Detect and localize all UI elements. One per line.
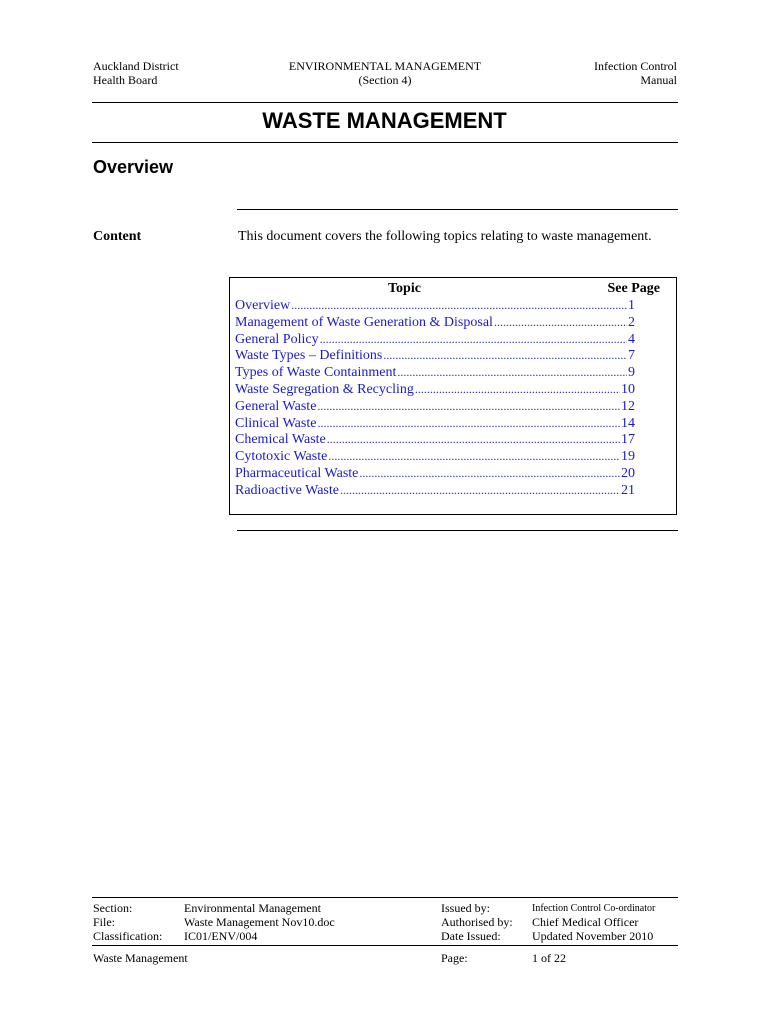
header-section-line1: ENVIRONMENTAL MANAGEMENT	[288, 59, 482, 73]
toc-link-general-policy[interactable]: General Policy ..... 4	[235, 331, 635, 348]
footer-classification-value: IC01/ENV/004	[184, 929, 258, 943]
header-manual-line2: Manual	[640, 73, 677, 87]
footer-rule	[92, 897, 678, 898]
toc-link-segregation-recycling[interactable]: Waste Segregation & Recycling ..... 10	[235, 381, 635, 398]
footer-date-issued-value: Updated November 2010	[532, 929, 654, 943]
toc-topic-header: Topic	[388, 281, 421, 296]
footer-page-label: Page:	[441, 951, 468, 965]
footer-bottom-rule	[92, 945, 678, 946]
content-label: Content	[93, 229, 142, 244]
section-heading: Overview	[93, 157, 174, 177]
toc-link-general-waste[interactable]: General Waste ..... 12	[235, 398, 635, 415]
footer-issued-by-label: Issued by:	[441, 901, 490, 915]
footer-date-issued-label: Date Issued:	[441, 929, 501, 943]
content-bottom-rule	[237, 530, 678, 531]
toc-link-pharmaceutical-waste[interactable]: Pharmaceutical Waste ..... 20	[235, 465, 635, 482]
toc-list	[235, 297, 635, 499]
toc-page-header: See Page	[607, 281, 660, 296]
toc-link-chemical-waste[interactable]: Chemical Waste ..... 17	[235, 431, 635, 448]
header-rule	[92, 102, 678, 103]
footer-section-value: Environmental Management	[184, 901, 321, 915]
header-organization-line1: Auckland District	[93, 59, 179, 73]
toc-link-clinical-waste[interactable]: Clinical Waste ..... 14	[235, 415, 635, 432]
toc-link-radioactive-waste[interactable]: Radioactive Waste ..... 21	[235, 482, 635, 499]
footer-page-number: 1 of 22	[532, 951, 566, 965]
content-top-rule	[237, 209, 678, 210]
toc-link-waste-generation[interactable]: Management of Waste Generation & Disposal ..... 2	[235, 314, 635, 331]
footer-authorised-by-value: Chief Medical Officer	[532, 915, 639, 929]
header-section-line2: (Section 4)	[358, 73, 412, 87]
toc-link-waste-types[interactable]: Waste Types – Definitions ..... 7	[235, 347, 635, 364]
footer-issued-by-value: Infection Control Co-ordinator	[532, 903, 656, 914]
footer-file-value: Waste Management Nov10.doc	[184, 915, 335, 929]
toc-link-cytotoxic-waste[interactable]: Cytotoxic Waste ..... 19	[235, 448, 635, 465]
title-rule	[92, 142, 678, 143]
header-section	[260, 59, 510, 87]
footer-file-label: File:	[93, 915, 116, 929]
footer-document-name: Waste Management	[93, 951, 188, 965]
toc-table	[229, 277, 677, 515]
header-manual-line1: Infection Control	[594, 59, 677, 73]
toc-link-overview[interactable]: Overview ..... 1	[235, 297, 635, 314]
header-manual	[594, 59, 677, 87]
header-organization-line2: Health Board	[93, 73, 158, 87]
content-intro: This document covers the following topics relating to waste management.	[238, 229, 652, 244]
header-organization	[93, 59, 179, 87]
footer-classification-label: Classification:	[93, 929, 163, 943]
toc-link-waste-containment[interactable]: Types of Waste Containment ..... 9	[235, 364, 635, 381]
document-title: WASTE MANAGEMENT	[262, 108, 507, 133]
footer-authorised-by-label: Authorised by:	[441, 915, 513, 929]
footer-section-label: Section:	[93, 901, 133, 915]
